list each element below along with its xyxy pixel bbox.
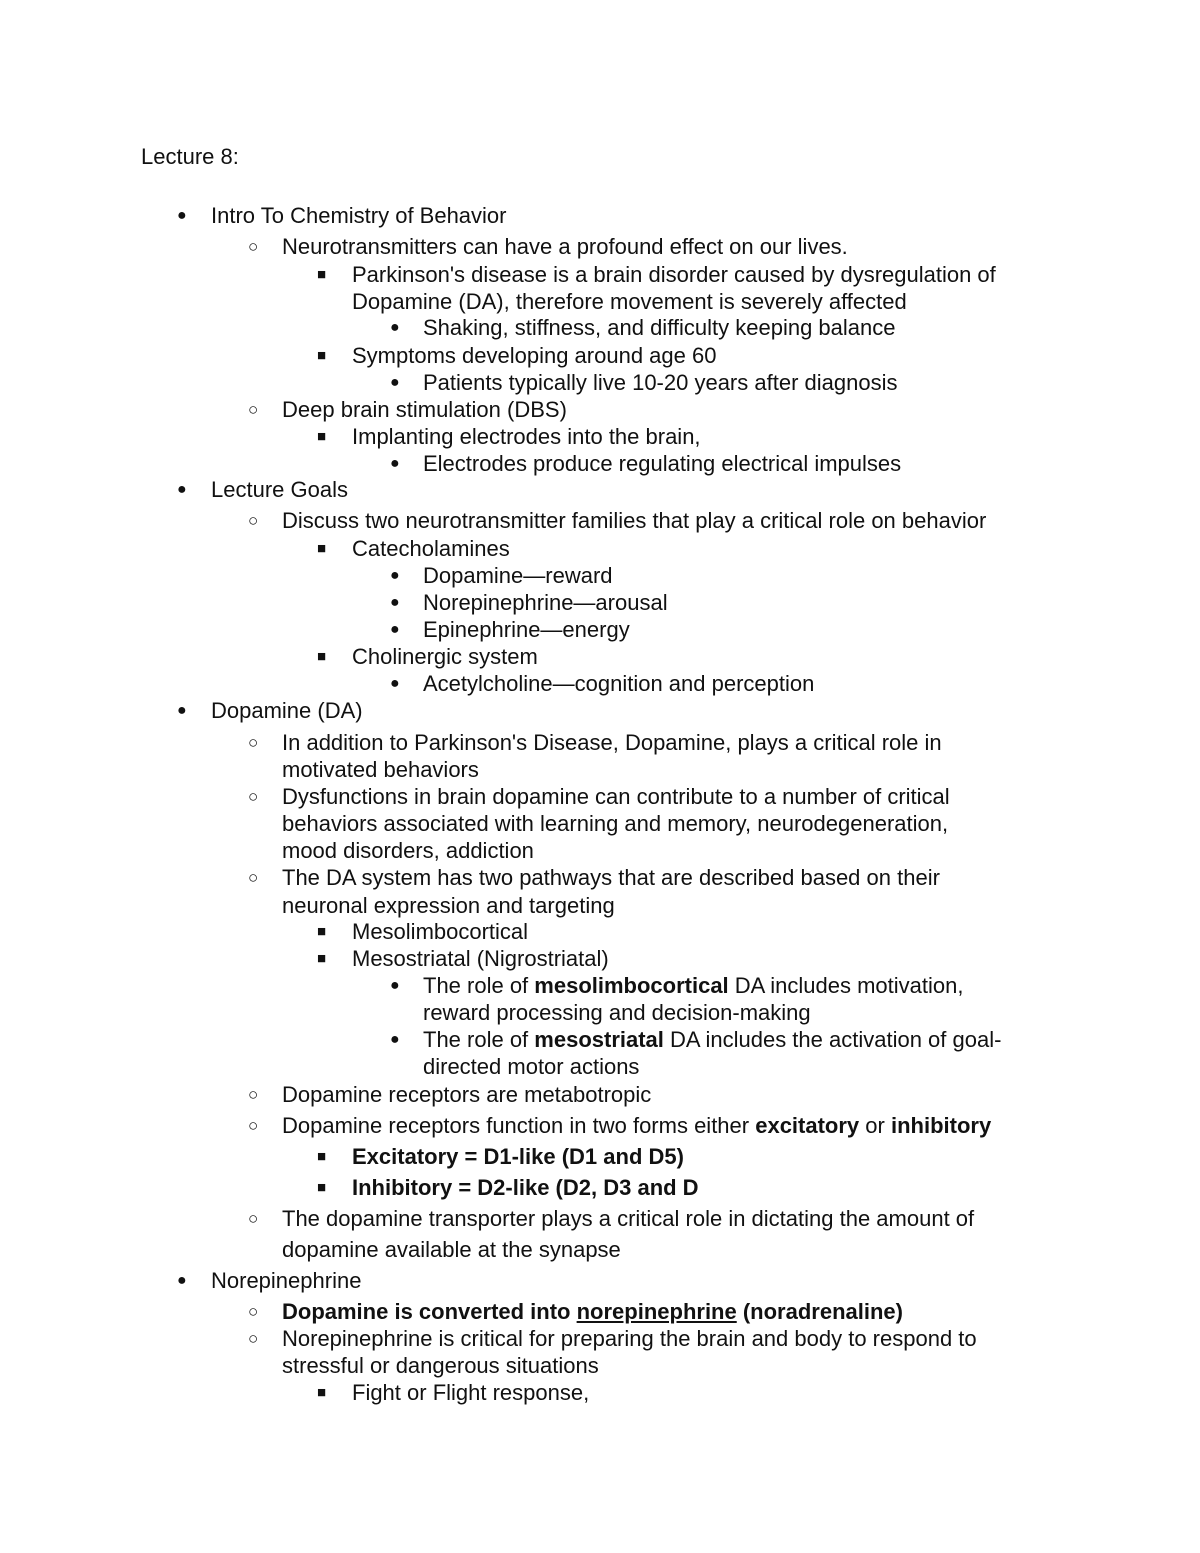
item-text-line: Parkinson's disease is a brain disorder caused by dysregulation of [352,262,996,287]
bullet-square: ■ [317,648,327,665]
list-item [317,1174,1082,1201]
list-item [248,1205,1082,1263]
list-item [317,342,1082,369]
section-heading: Dopamine (DA) [211,698,363,723]
list-item [248,729,1082,783]
item-text: Deep brain stimulation (DBS) [282,397,567,422]
bullet-hollow-circle: ○ [248,1085,259,1104]
section-norepinephrine [177,1267,1111,1294]
section-intro [177,202,1111,229]
item-text: Patients typically live 10-20 years after diagnosis [423,370,898,395]
item-text-line: neuronal expression and targeting [282,893,615,918]
bold-term: Dopamine is converted into [282,1299,577,1324]
bold-term: mesostriatal [534,1027,664,1052]
item-text-line [423,972,1083,999]
section-heading: Lecture Goals [211,477,348,502]
list-item [248,1298,1082,1325]
bullet-filled-circle: ● [390,1031,400,1048]
bullet-filled-circle: ● [390,594,400,611]
bold-term: excitatory [755,1113,860,1138]
bullet-hollow-circle: ○ [248,511,259,530]
bullet-filled-circle: ● [390,675,400,692]
bullet-filled-circle: ● [177,481,187,498]
item-text-bold: Inhibitory = D2-like (D2, D3 and D [352,1175,699,1200]
text-run: The role of [423,973,535,998]
underlined-term: norepinephrine [576,1299,737,1324]
list-item [248,1081,1082,1108]
bullet-hollow-circle: ○ [248,1116,259,1135]
item-text: Fight or Flight response, [352,1380,590,1405]
item-text: Dopamine receptors are metabotropic [282,1082,652,1107]
item-text-line: directed motor actions [423,1054,640,1079]
bullet-square: ■ [317,266,327,283]
list-item [248,783,1082,864]
bullet-filled-circle: ● [390,319,400,336]
item-text-line: Norepinephrine is critical for preparing the brain and body to respond to [282,1326,977,1351]
item-text: Implanting electrodes into the brain, [352,424,701,449]
item-text-line: Dopamine (DA), therefore movement is severely affected [352,289,907,314]
page-title: Lecture 8: [141,144,239,169]
bold-term: (noradrenaline) [736,1299,903,1324]
bullet-hollow-circle: ○ [248,868,259,887]
list-item [390,670,1083,697]
bullet-square: ■ [317,950,327,967]
list-item [317,261,1082,315]
bullet-hollow-circle: ○ [248,733,259,752]
bullet-filled-circle: ● [390,621,400,638]
section-heading: Intro To Chemistry of Behavior [211,203,507,228]
item-text: Neurotransmitters can have a profound effect on our lives. [282,234,848,259]
bullet-hollow-circle: ○ [248,400,259,419]
item-text: Electrodes produce regulating electrical impulses [423,451,902,476]
bullet-square: ■ [317,540,327,557]
bullet-filled-circle: ● [177,702,187,719]
item-text: Catecholamines [352,536,510,561]
list-item [248,507,1082,534]
list-item [317,535,1082,562]
text-run: DA includes motivation, [728,973,964,998]
list-item [317,945,1082,972]
list-item [248,396,1082,423]
section-dopamine [177,697,1111,724]
item-text-line: behaviors associated with learning and memory, neurodegeneration, [282,811,949,836]
item-text: Norepinephrine—arousal [423,590,668,615]
item-text-line [282,1298,1082,1325]
item-text: Cholinergic system [352,644,538,669]
list-item [248,1112,1082,1139]
list-item [390,450,1083,477]
item-text: Mesolimbocortical [352,919,529,944]
bullet-filled-circle: ● [390,977,400,994]
list-item [248,864,1082,919]
bullet-filled-circle: ● [390,567,400,584]
item-text-line: stressful or dangerous situations [282,1353,599,1378]
item-text-line: dopamine available at the synapse [282,1237,621,1262]
item-text-line: mood disorders, addiction [282,838,534,863]
bullet-hollow-circle: ○ [248,787,259,806]
bullet-square: ■ [317,923,327,940]
item-text: Mesostriatal (Nigrostriatal) [352,946,609,971]
list-item [317,1143,1082,1170]
list-item [317,423,1082,450]
bold-term: inhibitory [890,1113,992,1138]
list-item [390,562,1083,589]
item-text-line: Dysfunctions in brain dopamine can contribute to a number of critical [282,784,950,809]
bullet-filled-circle: ● [390,374,400,391]
bullet-filled-circle: ● [177,1272,187,1289]
bullet-hollow-circle: ○ [248,1329,259,1348]
bold-term: mesolimbocortical [534,973,729,998]
bullet-square: ■ [317,1384,327,1401]
item-text-line [282,1112,1082,1139]
list-item [317,643,1082,670]
item-text: Dopamine—reward [423,563,613,588]
item-text-bold: Excitatory = D1-like (D1 and D5) [352,1144,684,1169]
item-text: Epinephrine—energy [423,617,630,642]
item-text-line: reward processing and decision-making [423,1000,811,1025]
text-run: The role of [423,1027,535,1052]
item-text: Acetylcholine—cognition and perception [423,671,815,696]
list-item [390,369,1083,396]
text-run: DA includes the activation of goal- [663,1027,1002,1052]
item-text-line [423,1026,1083,1053]
list-item [390,589,1083,616]
bullet-square: ■ [317,1148,327,1165]
list-item [390,972,1083,1026]
list-item [317,918,1082,945]
bullet-filled-circle: ● [390,455,400,472]
bullet-hollow-circle: ○ [248,1302,259,1321]
bullet-square: ■ [317,428,327,445]
item-text-line: In addition to Parkinson's Disease, Dopamine, plays a critical role in [282,730,942,755]
item-text: Symptoms developing around age 60 [352,343,717,368]
list-item [390,1026,1083,1080]
bullet-square: ■ [317,347,327,364]
bullet-filled-circle: ● [177,207,187,224]
text-run: or [859,1113,891,1138]
list-item [390,616,1083,643]
list-item [390,314,1083,341]
text-run: Dopamine receptors function in two forms either [282,1113,756,1138]
bullet-square: ■ [317,1179,327,1196]
item-text-line: The DA system has two pathways that are described based on their [282,865,940,890]
item-text: Discuss two neurotransmitter families that play a critical role on behavior [282,508,987,533]
item-text-line: motivated behaviors [282,757,479,782]
bullet-hollow-circle: ○ [248,1209,259,1228]
list-item [248,233,1082,260]
list-item [248,1325,1082,1379]
section-goals [177,476,1111,503]
section-heading: Norepinephrine [211,1268,362,1293]
bullet-hollow-circle: ○ [248,237,259,256]
list-item [317,1379,1082,1406]
item-text: Shaking, stiffness, and difficulty keeping balance [423,315,896,340]
item-text-line: The dopamine transporter plays a critical role in dictating the amount of [282,1206,975,1231]
